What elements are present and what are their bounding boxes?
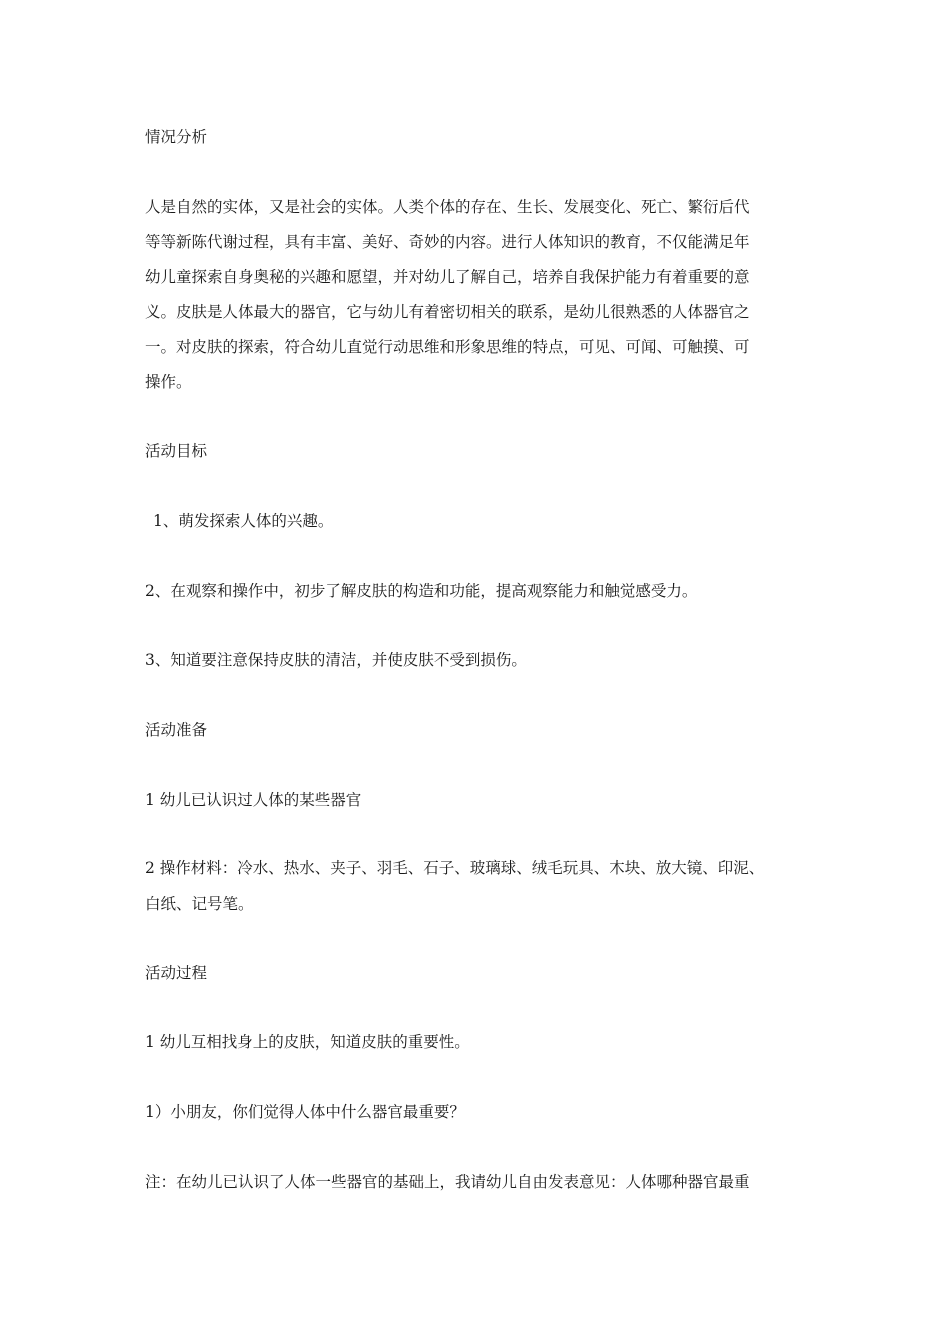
situation-line-4: 义。皮肤是人体最大的器官，它与幼儿有着密切相关的联系，是幼儿很熟悉的人体器官之 [145,303,750,321]
section-heading-situation: 情况分析 [145,128,208,146]
prep-item-1: 1 幼儿已认识过人体的某些器官 [145,791,362,809]
prep-item-2-line-2: 白纸、记号笔。 [145,895,254,913]
goal-item-3: 3、知道要注意保持皮肤的清洁，并使皮肤不受到损伤。 [145,651,527,669]
situation-line-6: 操作。 [145,373,192,391]
note-line: 注：在幼儿已认识了人体一些器官的基础上，我请幼儿自由发表意见：人体哪种器官最重 [145,1173,750,1191]
situation-line-5: 一。对皮肤的探索，符合幼儿直觉行动思维和形象思维的特点，可见、可闻、可触摸、可 [145,338,750,356]
situation-line-3: 幼儿童探索自身奥秘的兴趣和愿望，并对幼儿了解自己，培养自我保护能力有着重要的意 [145,268,750,286]
prep-item-2-line-1: 2 操作材料：冷水、热水、夹子、羽毛、石子、玻璃球、绒毛玩具、木块、放大镜、印泥、 [145,859,765,877]
section-heading-goals: 活动目标 [145,442,208,460]
section-heading-preparation: 活动准备 [145,721,208,739]
process-item-1: 1 幼儿互相找身上的皮肤，知道皮肤的重要性。 [145,1033,470,1051]
situation-line-1: 人是自然的实体，又是社会的实体。人类个体的存在、生长、发展变化、死亡、繁衍后代 [145,198,750,216]
goal-item-2: 2、在观察和操作中，初步了解皮肤的构造和功能，提高观察能力和触觉感受力。 [145,582,698,600]
goal-item-1: 1、萌发探索人体的兴趣。 [153,512,334,530]
section-heading-process: 活动过程 [145,964,208,982]
process-subitem-1: 1）小朋友，你们觉得人体中什么器官最重要？ [145,1103,465,1121]
situation-line-2: 等等新陈代谢过程，具有丰富、美好、奇妙的内容。进行人体知识的教育，不仅能满足年 [145,233,750,251]
